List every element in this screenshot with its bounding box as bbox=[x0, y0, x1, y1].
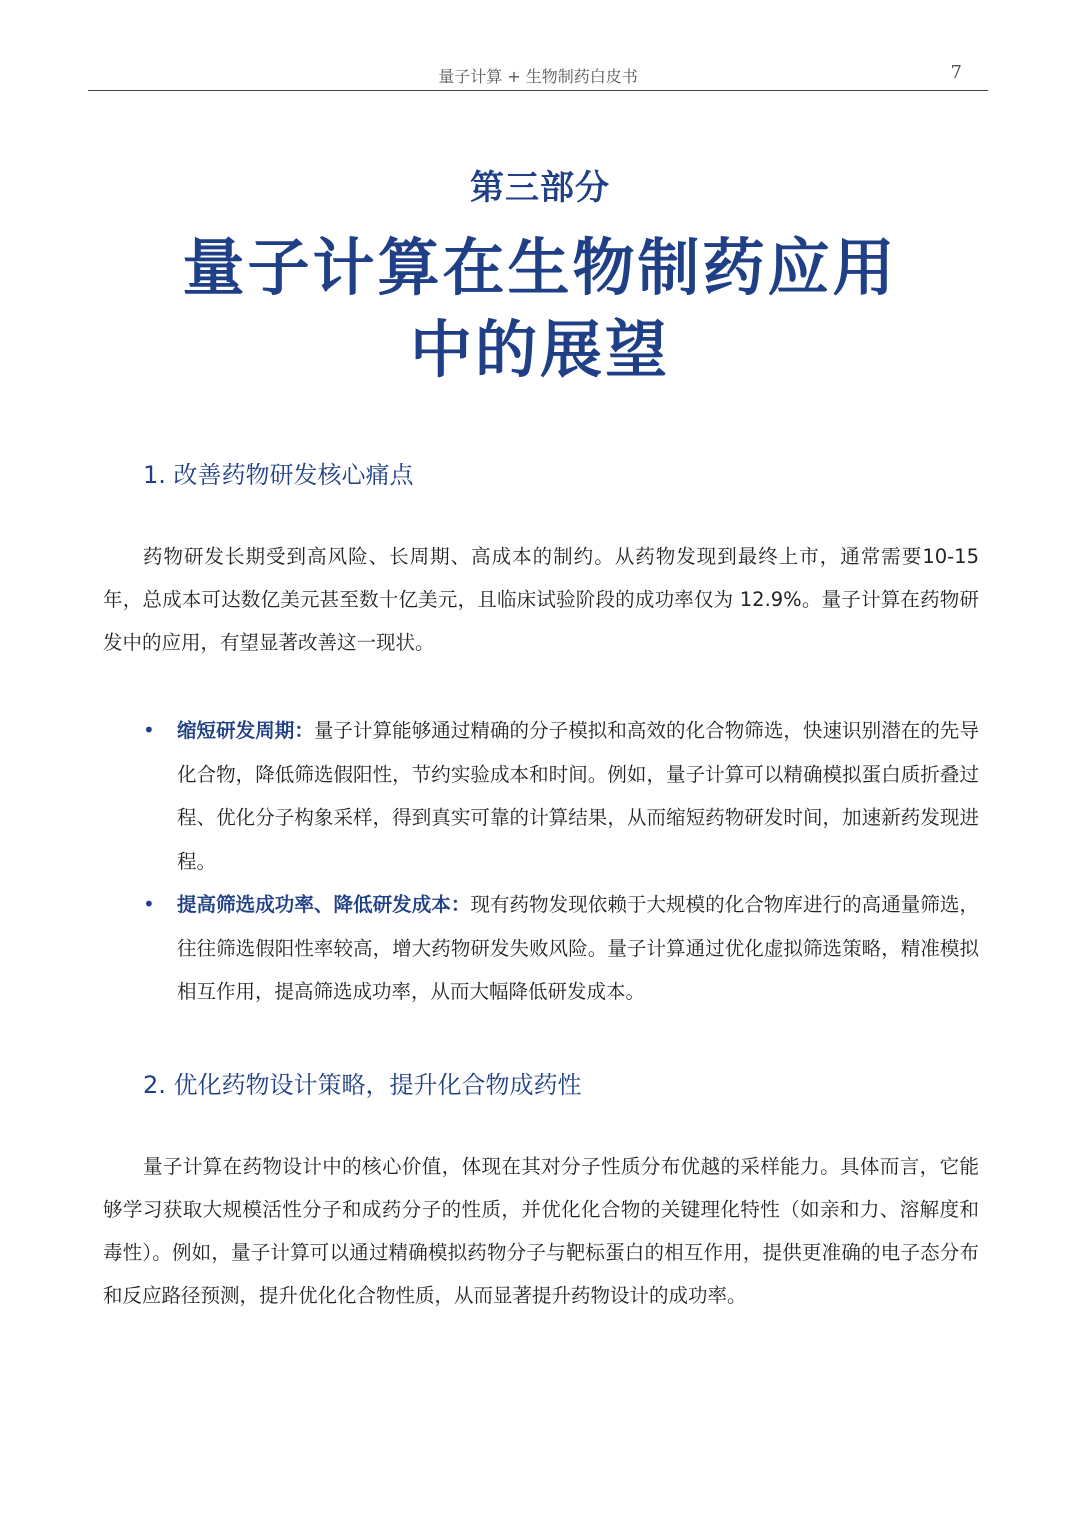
section-2-paragraph: 量子计算在药物设计中的核心价值，体现在其对分子性质分布优越的采样能力。具体而言，它能够学习获取大规模活性分子和成药分子的性质，并优化化合物的关键理化特性（如亲和力、溶解度和毒性）。例如，量子计算可以通过精确模拟药物分子与靶标蛋白的相互作用，提供更准确的电子态分布和反应路径预测，提升优化化合物性质，从而显著提升药物设计的成功率。 bbox=[103, 1155, 979, 1307]
bullet-text: 量子计算能够通过精确的分子模拟和高效的化合物筛选，快速识别潜在的先导化合物，降低筛选假阳性，节约实验成本和时间。例如，量子计算可以精确模拟蛋白质折叠过程、优化分子构象采样，得到真实可靠的计算结果，从而缩短药物研发时间，加速新药发现进程。 bbox=[177, 719, 979, 873]
main-title-line-1: 量子计算在生物制药应用 bbox=[182, 231, 898, 304]
main-title-line-2: 中的展望 bbox=[409, 313, 670, 386]
part-label: 第三部分 bbox=[470, 168, 610, 208]
bullet-text: 现有药物发现依赖于大规模的化合物库进行的高通量筛选，往往筛选假阳性率较高，增大药物研发失败风险。量子计算通过优化虚拟筛选策略，精准模拟相互作用，提高筛选成功率，从而大幅降低研发成本。 bbox=[177, 893, 979, 1003]
bullet-dot-icon: • bbox=[143, 892, 155, 916]
bullet-term: 提高筛选成功率、降低研发成本： bbox=[177, 893, 471, 916]
header-title: 量子计算 + 生物制药白皮书 bbox=[438, 67, 638, 86]
section-1-bullet-list bbox=[143, 709, 979, 1014]
bullet-dot-icon: • bbox=[143, 718, 155, 742]
section-2-heading: 2. 优化药物设计策略，提升化合物成药性 bbox=[143, 1071, 582, 1099]
bullet-term: 缩短研发周期： bbox=[177, 719, 314, 742]
page-number: 7 bbox=[950, 62, 962, 83]
section-1-paragraph: 药物研发长期受到高风险、长周期、高成本的制约。从药物发现到最终上市，通常需要10-15 年，总成本可达数亿美元甚至数十亿美元，且临床试验阶段的成功率仅为 12.9%。量子计算在药物研发中的应用，有望显著改善这一现状。 bbox=[103, 545, 979, 654]
section-1-heading: 1. 改善药物研发核心痛点 bbox=[143, 461, 414, 489]
bullet-item bbox=[143, 883, 979, 1014]
page-header bbox=[88, 58, 988, 91]
bullet-item bbox=[143, 709, 979, 883]
